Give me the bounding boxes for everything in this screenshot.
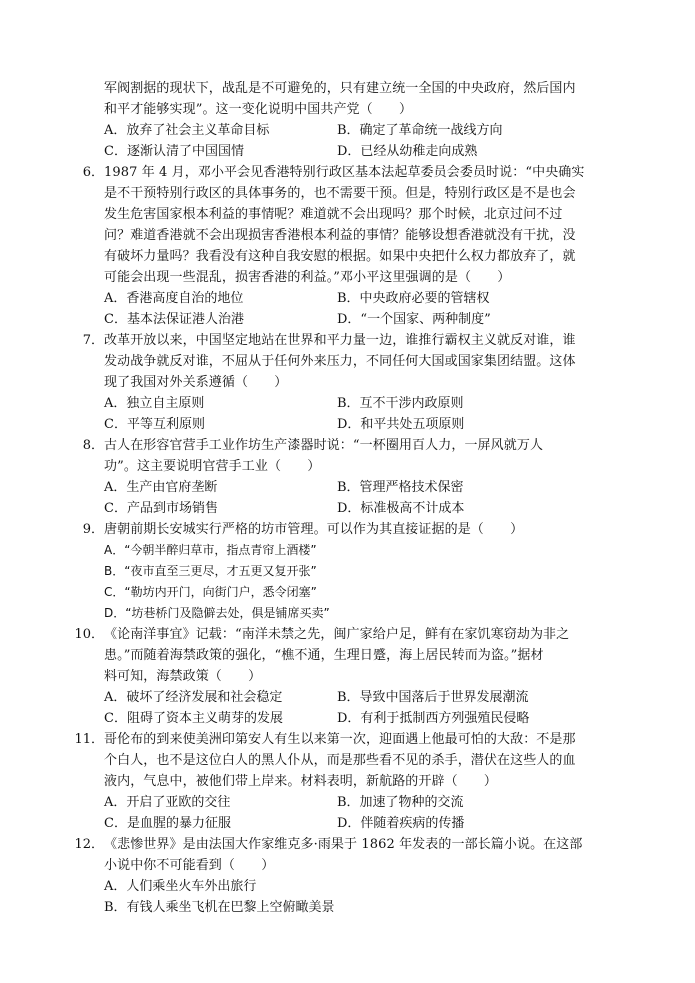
q11-line-3: 液内，气息中，被他们带上岸来。材料表明，新航路的开辟（ ）: [104, 774, 498, 789]
q9-option-d[interactable]: D．“坊巷桥门及隐僻去处，俱是铺席买卖”: [104, 606, 330, 620]
q10-option-b[interactable]: B．导致中国落后于世界发展潮流: [337, 690, 529, 705]
q11-option-b[interactable]: B．加速了物种的交流: [337, 795, 464, 810]
q10-option-d[interactable]: D．有利于抵制西方列强殖民侵略: [337, 711, 530, 726]
q11-line-2: 个白人，也不是这位白人的黑人仆从，而是那些看不见的杀手，潜伏在这些人的血: [104, 753, 576, 768]
q5-line-1: 军阀割据的现状下，战乱是不可避免的，只有建立统一全国的中央政府，然后国内: [104, 81, 576, 96]
q7-option-b[interactable]: B．互不干涉内政原则: [337, 396, 464, 411]
q8-line-2: 功”。这主要说明官营手工业（ ）: [104, 459, 321, 474]
q12-option-a[interactable]: A．人们乘坐火车外出旅行: [104, 879, 257, 894]
q7-option-d[interactable]: D．和平共处五项原则: [337, 417, 465, 432]
q8-number: 8．: [82, 438, 104, 453]
q12-line-1: 《悲惨世界》是由法国大作家维克多·雨果于 1862 年发表的一部长篇小说。在这部: [104, 837, 583, 852]
q8-option-b[interactable]: B．管理严格技术保密: [337, 480, 464, 495]
q9-option-c[interactable]: C．“勒坊内开门，向街门户，悉令闭塞”: [104, 585, 317, 599]
q9-option-b[interactable]: B．“夜市直至三更尽，才五更又复开张”: [104, 564, 317, 578]
q10-option-a[interactable]: A．破坏了经济发展和社会稳定: [104, 690, 283, 705]
q6-line-3: 发生危害国家根本利益的事情呢？难道就不会出现吗？那个时候，北京过问不过: [104, 207, 563, 222]
q6-line-2: 是不干预特别行政区的具体事务的，也不需要干预。但是，特别行政区是不是也会: [104, 186, 576, 201]
q12-line-2: 小说中你不可能看到（ ）: [104, 858, 275, 873]
q5-option-a[interactable]: A．放弃了社会主义革命目标: [104, 123, 270, 138]
q5-option-c[interactable]: C．逐渐认清了中国国情: [104, 144, 244, 159]
q5-option-b[interactable]: B．确定了革命统一战线方向: [337, 123, 503, 138]
q10-line-1: 《论南洋事宜》记载：“南洋未禁之先，闽广家给户足，鲜有在家饥寒窃劫为非之: [104, 627, 570, 642]
q10-line-3: 料可知，海禁政策（ ）: [104, 669, 262, 684]
q8-option-a[interactable]: A．生产由官府垄断: [104, 480, 218, 495]
q5-line-2: 和平才能够实现”。这一变化说明中国共产党（ ）: [104, 102, 413, 117]
q11-option-c[interactable]: C．是血腥的暴力征服: [104, 816, 231, 831]
q6-option-c[interactable]: C．基本法保证港人治港: [104, 312, 244, 327]
q12-number: 12．: [74, 837, 104, 852]
q6-option-d[interactable]: D．“一个国家、两种制度”: [337, 312, 491, 327]
q6-line-6: 可能会出现一些混乱，损害香港的利益。”邓小平这里强调的是（ ）: [104, 270, 511, 285]
q6-line-5: 有破坏力量吗？我看没有这种自我安慰的根据。如果中央把什么权力都放弃了，就: [104, 249, 576, 264]
q7-line-3: 现了我国对外关系遵循（ ）: [104, 375, 288, 390]
q5-option-d[interactable]: D．已经从幼稚走向成熟: [337, 144, 478, 159]
q8-option-c[interactable]: C．产品到市场销售: [104, 501, 218, 516]
q7-line-2: 发动战争就反对谁，不屈从于任何外来压力，不同任何大国或国家集团结盟。这体: [104, 354, 576, 369]
q7-option-a[interactable]: A．独立自主原则: [104, 396, 205, 411]
q9-number: 9．: [82, 522, 104, 537]
q7-option-c[interactable]: C．平等互利原则: [104, 417, 205, 432]
q6-option-b[interactable]: B．中央政府必要的管辖权: [337, 291, 490, 306]
q11-number: 11．: [74, 732, 104, 747]
q9-option-a[interactable]: A．“今朝半醉归草市，指点青帘上酒楼”: [104, 543, 317, 557]
q11-option-d[interactable]: D．伴随着疾病的传播: [337, 816, 465, 831]
q6-line-1: 1987 年 4 月，邓小平会见香港特别行政区基本法起草委员会委员时说：“中央确实: [104, 165, 585, 180]
q7-line-1: 改革开放以来，中国坚定地站在世界和平力量一边，谁推行霸权主义就反对谁，谁: [104, 333, 576, 348]
q11-line-1: 哥伦布的到来使美洲印第安人有生以来第一次，迎面遇上他最可怕的大敌：不是那: [104, 732, 576, 747]
q6-number: 6．: [82, 165, 104, 180]
q8-line-1: 古人在形容官营手工业作坊生产漆器时说：“一杯圈用百人力，一屏风就万人: [104, 438, 544, 453]
q6-line-4: 问？难道香港就不会出现损害香港根本利益的事情？能够设想香港就没有干扰，没: [104, 228, 576, 243]
q11-option-a[interactable]: A．开启了亚欧的交往: [104, 795, 231, 810]
q10-line-2: 患。”而随着海禁政策的强化，“樵不通，生理日蹙，海上居民转而为盗。”据材: [104, 648, 544, 663]
q6-option-a[interactable]: A．香港高度自治的地位: [104, 291, 244, 306]
q8-option-d[interactable]: D．标准极高不计成本: [337, 501, 465, 516]
q10-number: 10．: [74, 627, 104, 642]
q7-number: 7．: [82, 333, 104, 348]
q12-option-b[interactable]: B．有钱人乘坐飞机在巴黎上空俯瞰美景: [104, 900, 335, 915]
q9-line-1: 唐朝前期长安城实行严格的坊市管理。可以作为其直接证据的是（ ）: [104, 522, 524, 537]
q10-option-c[interactable]: C．阻碍了资本主义萌芽的发展: [104, 711, 283, 726]
